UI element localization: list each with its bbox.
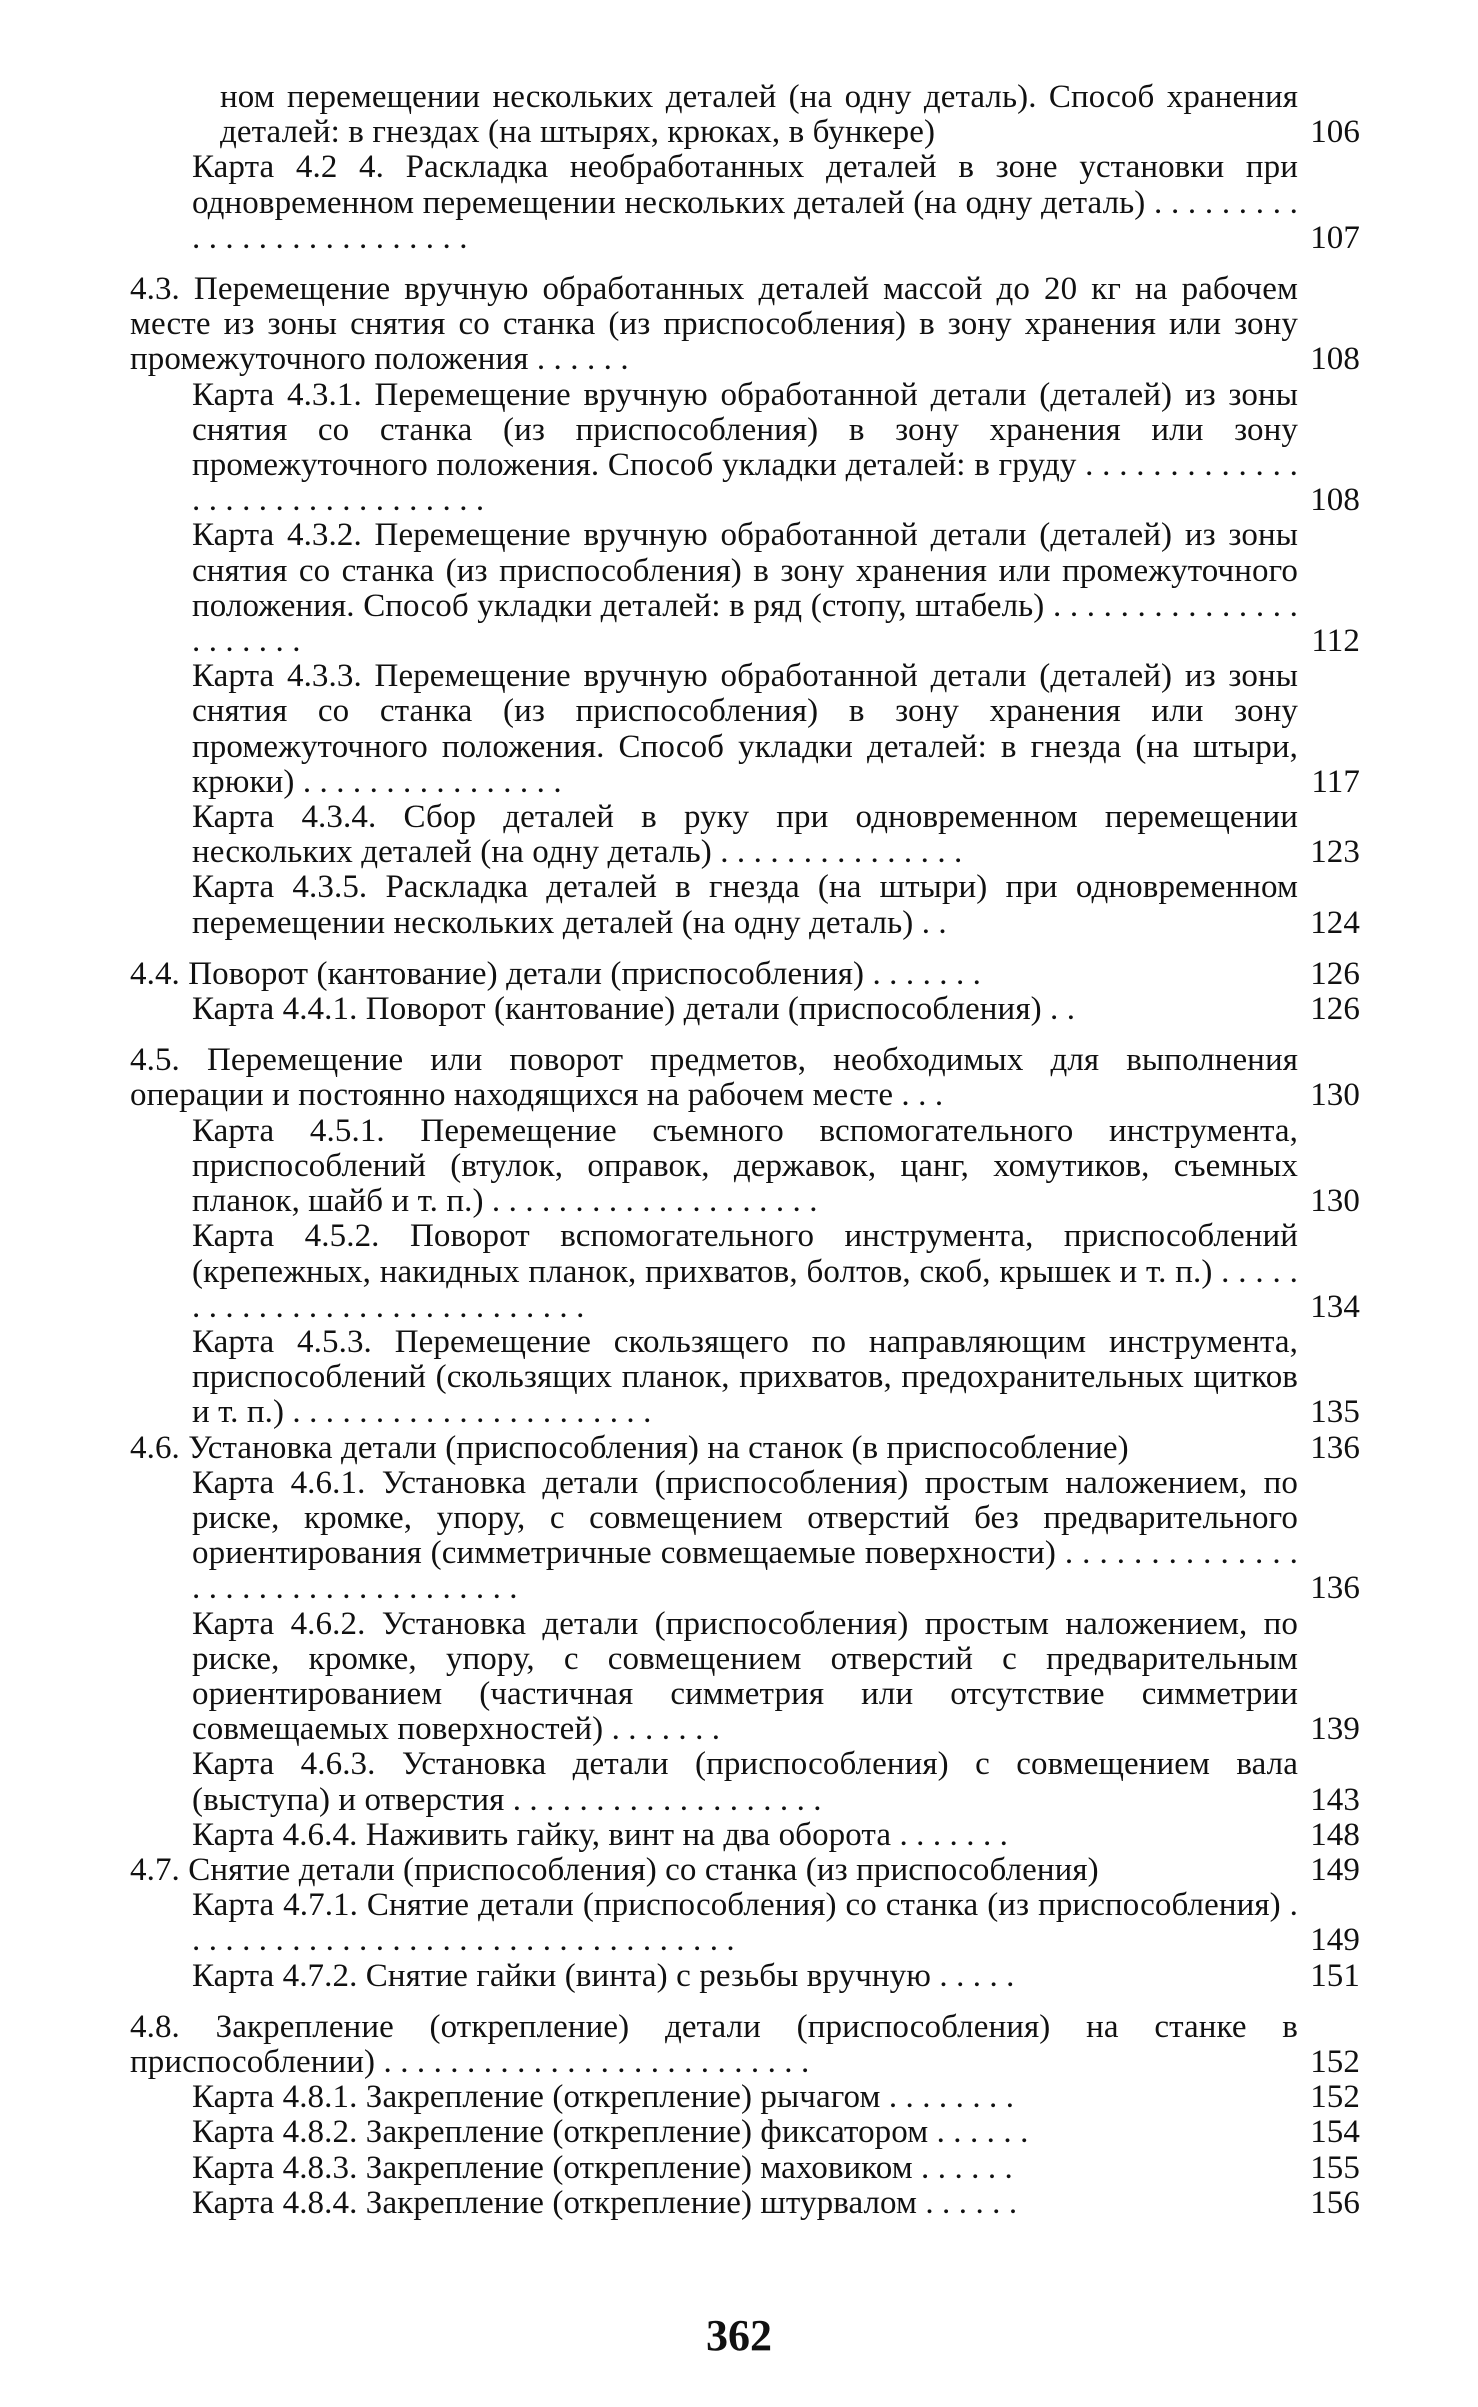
toc-entry bbox=[130, 800, 1360, 870]
toc-entry-text: Карта 4.5.2. Поворот вспомогательного инструмента, приспособлений (крепежных, накидных планок, прихватов, болтов, скоб, крышек и т. п.) . . . . . . . . . . . . . . . . . . . . . . . . . . . . . bbox=[192, 1218, 1298, 1325]
toc-entry-text: Карта 4.7.1. Снятие детали (приспособления) со станка (из приспособления) . . . . . . . . . . . . . . . . . . . . . . . . . . . . . . . . . . bbox=[192, 1887, 1298, 1959]
toc-entry bbox=[130, 1325, 1360, 1431]
toc-entry bbox=[130, 1888, 1360, 1958]
toc-entry bbox=[130, 518, 1360, 659]
toc-entry-text: Карта 4.6.2. Установка детали (приспособления) простым наложением, по риске, кромке, упору, с совмещением отверстий с предварительным ориентированием (частичная симметрия или отсутствие симметрии совмещаемых поверхностей) . . . . . . . bbox=[192, 1605, 1298, 1748]
toc-section bbox=[130, 1431, 1360, 1466]
toc-entry-text: Карта 4.3.2. Перемещение вручную обработанной детали (деталей) из зоны снятия со станка (из приспособления) в зону хранения или промежуточного положения. Способ укладки деталей: в ряд (стопу, штабель) . . . . . . . . . . . . . . . . . . . . . . bbox=[192, 517, 1298, 660]
toc-entry-text: 4.6. Установка детали (приспособления) на станок (в приспособление) bbox=[130, 1429, 1129, 1466]
toc-page-number: 126 bbox=[1310, 955, 1360, 992]
toc-page-number: 108 bbox=[1310, 341, 1360, 378]
toc-page-number: 126 bbox=[1310, 991, 1360, 1028]
toc-page-number: 149 bbox=[1310, 1851, 1360, 1888]
toc-entry-text: Карта 4.5.1. Перемещение съемного вспомогательного инструмента, приспособлений (втулок, оправок, державок, цанг, хомутиков, съемных планок, шайб и т. п.) . . . . . . . . . . . . . . . . . . . . bbox=[192, 1112, 1298, 1220]
toc-entry-text: Карта 4.3.4. Сбор деталей в руку при одновременном перемещении нескольких деталей (на одну деталь) . . . . . . . . . . . . . . . bbox=[192, 799, 1298, 871]
toc-entry bbox=[130, 1747, 1360, 1817]
toc-entry bbox=[130, 150, 1360, 256]
toc-section bbox=[130, 957, 1360, 992]
toc-entry bbox=[130, 870, 1360, 940]
toc-page-number: 136 bbox=[1310, 1570, 1360, 1607]
toc-entry bbox=[130, 992, 1360, 1027]
toc-entry bbox=[130, 378, 1360, 519]
toc-entry bbox=[130, 2080, 1360, 2115]
toc-entry-text: 4.5. Перемещение или поворот предметов, необходимых для выполнения операции и постоянно находящихся на рабочем месте . . . bbox=[130, 1042, 1298, 1114]
toc-entry bbox=[130, 1607, 1360, 1748]
toc-page-number: 149 bbox=[1310, 1922, 1360, 1959]
toc-page-number: 112 bbox=[1311, 623, 1360, 660]
toc-page-number: 143 bbox=[1310, 1781, 1360, 1818]
toc-page-number: 154 bbox=[1310, 2114, 1360, 2151]
toc-entry-text: ном перемещении нескольких деталей (на одну деталь). Способ хранения деталей: в гнездах (на штырях, крюках, в бункере) bbox=[220, 79, 1298, 151]
toc-entry-text: Карта 4.8.3. Закрепление (открепление) маховиком . . . . . . bbox=[192, 2149, 1013, 2186]
toc-entry-text: Карта 4.4.1. Поворот (кантование) детали (приспособления) . . bbox=[192, 991, 1076, 1028]
toc-page-number: 130 bbox=[1310, 1183, 1360, 1220]
toc-entry-text: Карта 4.7.2. Снятие гайки (винта) с резьбы вручную . . . . . bbox=[192, 1957, 1015, 1994]
toc-entry-text: 4.3. Перемещение вручную обработанных деталей массой до 20 кг на рабочем месте из зоны снятия со станка (из приспособления) в зону хранения или зону промежуточного положения . . . . . . bbox=[130, 271, 1298, 378]
toc-section bbox=[130, 1043, 1360, 1113]
toc-page-number: 123 bbox=[1310, 834, 1360, 871]
toc-page-number: 136 bbox=[1310, 1429, 1360, 1466]
toc-entry bbox=[130, 2115, 1360, 2150]
toc-page-number: 148 bbox=[1310, 1816, 1360, 1853]
toc-page-number: 152 bbox=[1310, 2043, 1360, 2080]
toc-page-number: 107 bbox=[1310, 219, 1360, 256]
toc-entry-text: Карта 4.8.2. Закрепление (открепление) фиксатором . . . . . . bbox=[192, 2114, 1029, 2151]
toc-page-number: 156 bbox=[1310, 2184, 1360, 2221]
toc-entry-text: Карта 4.8.4. Закрепление (открепление) штурвалом . . . . . . bbox=[192, 2184, 1018, 2221]
toc-entry bbox=[130, 80, 1360, 150]
toc-entry-text: Карта 4.3.3. Перемещение вручную обработанной детали (деталей) из зоны снятия со станка (из приспособления) в зону хранения или зону промежуточного положения. Способ укладки деталей: в гнезда (на штыри, крюки) . . . . . . . . . . . . . . . . bbox=[192, 658, 1298, 800]
toc-page-number: 108 bbox=[1310, 482, 1360, 519]
toc-entry bbox=[130, 1818, 1360, 1853]
toc-entry-text: Карта 4.6.1. Установка детали (приспособления) простым наложением, по риске, кромке, упору, с совмещением отверстий без предварительного ориентирования (симметричные совмещаемые поверхности) . . . . . . . . . . . . . . . . . . . . . . . . . . . . . . . . . . bbox=[192, 1464, 1298, 1607]
toc-entry bbox=[130, 1219, 1360, 1325]
toc-section bbox=[130, 2010, 1360, 2080]
page-number: 362 bbox=[706, 2311, 772, 2360]
toc-page-number: 151 bbox=[1310, 1957, 1360, 1994]
toc-entry-text: 4.7. Снятие детали (приспособления) со станка (из приспособления) bbox=[130, 1851, 1099, 1888]
toc-entry bbox=[130, 1114, 1360, 1220]
toc-entry-text: Карта 4.3.1. Перемещение вручную обработанной детали (деталей) из зоны снятия со станка (из приспособления) в зону хранения или зону промежуточного положения. Способ укладки деталей: в груду . . . . . . . . . . . . . . . . . . . . . . . . . . . . . . . bbox=[192, 376, 1298, 519]
toc-page-number: 155 bbox=[1310, 2149, 1360, 2186]
toc-entry bbox=[130, 2186, 1360, 2221]
toc-page-number: 139 bbox=[1310, 1711, 1360, 1748]
toc-entry-text: Карта 4.6.3. Установка детали (приспособления) с совмещением вала (выступа) и отверстия . . . . . . . . . . . . . . . . . . . bbox=[192, 1746, 1298, 1818]
toc-page-number: 117 bbox=[1311, 763, 1360, 800]
toc-section bbox=[130, 272, 1360, 378]
table-of-contents bbox=[130, 80, 1360, 2221]
toc-page-number: 106 bbox=[1310, 114, 1360, 151]
toc-page-number: 134 bbox=[1310, 1288, 1360, 1325]
toc-entry-text: Карта 4.2 4. Раскладка необработанных деталей в зоне установки при одновременном перемещении нескольких деталей (на одну деталь) . . . . . . . . . . . . . . . . . . . . . . . . . . bbox=[192, 149, 1298, 256]
toc-page-number: 130 bbox=[1310, 1077, 1360, 1114]
toc-entry bbox=[130, 2151, 1360, 2186]
toc-entry-text: Карта 4.6.4. Наживить гайку, винт на два оборота . . . . . . . bbox=[192, 1816, 1009, 1853]
toc-page-number: 152 bbox=[1310, 2079, 1360, 2116]
toc-page-number: 135 bbox=[1310, 1394, 1360, 1431]
toc-entry-text: Карта 4.5.3. Перемещение скользящего по направляющим инструмента, приспособлений (скользящих планок, прихватов, предохранительных щитков и т. п.) . . . . . . . . . . . . . . . . . . . . . . bbox=[192, 1323, 1298, 1431]
toc-entry-text: Карта 4.3.5. Раскладка деталей в гнезда (на штыри) при одновременном перемещении нескольких деталей (на одну деталь) . . bbox=[192, 869, 1298, 941]
toc-entry-text: 4.8. Закрепление (открепление) детали (приспособления) на станке в приспособлении) . . . . . . . . . . . . . . . . . . . . . . . . . . bbox=[130, 2008, 1298, 2080]
toc-entry bbox=[130, 659, 1360, 800]
toc-page-number: 124 bbox=[1310, 904, 1360, 941]
toc-entry bbox=[130, 1466, 1360, 1607]
toc-entry-text: 4.4. Поворот (кантование) детали (приспособления) . . . . . . . bbox=[130, 955, 982, 992]
toc-entry-text: Карта 4.8.1. Закрепление (открепление) рычагом . . . . . . . . bbox=[192, 2079, 1015, 2116]
toc-entry bbox=[130, 1959, 1360, 1994]
toc-section bbox=[130, 1853, 1360, 1888]
